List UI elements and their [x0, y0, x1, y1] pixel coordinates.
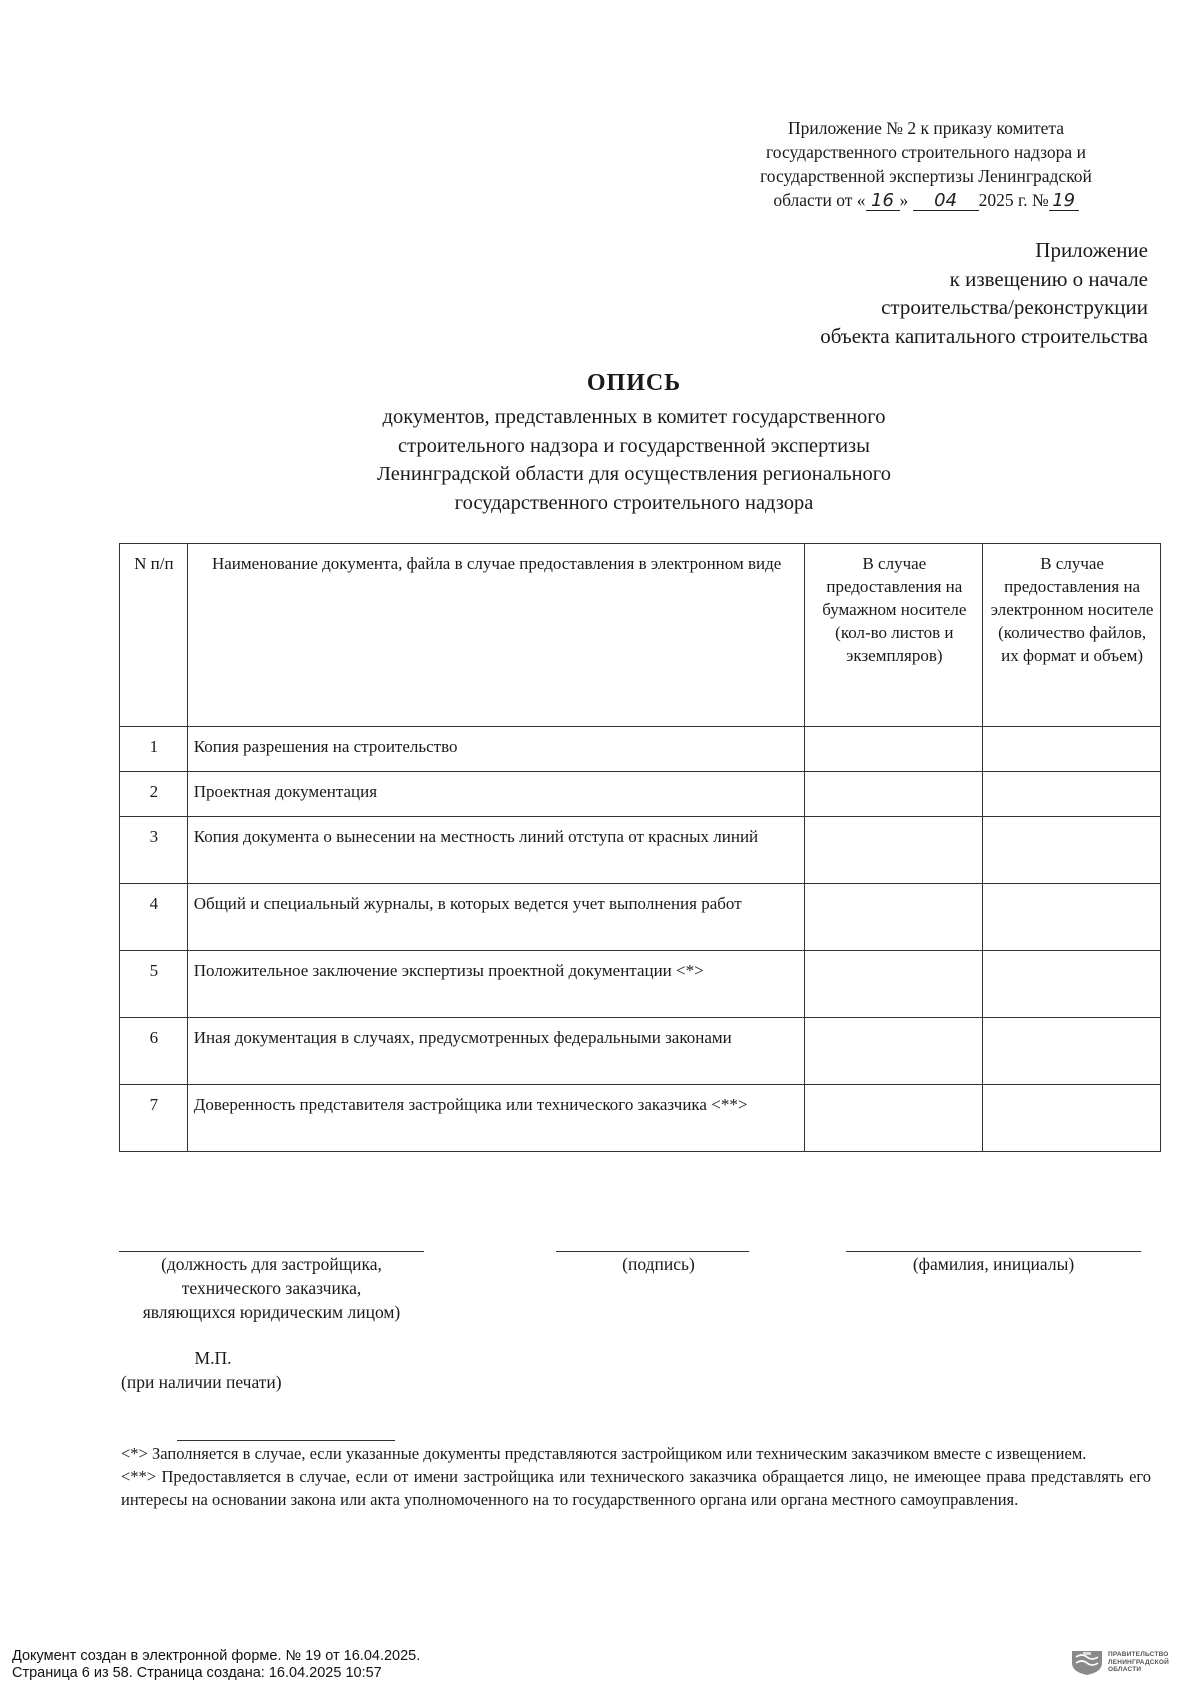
approval-date-line	[700, 188, 1152, 212]
row-num: 2	[120, 772, 188, 817]
document-subtitle	[0, 403, 1200, 517]
row-electronic	[983, 727, 1161, 772]
title-block	[0, 370, 1200, 517]
footnote-1: <*> Заполняется в случае, если указанные документы представляются застройщиком или техническим заказчиком вместе с извещением.	[121, 1444, 1087, 1463]
document-title: ОПИСЬ	[586, 370, 682, 396]
logo-line: ОБЛАСТИ	[1108, 1666, 1142, 1673]
position-caption	[109, 1252, 434, 1324]
table-row	[120, 727, 1161, 772]
table-header-row	[120, 544, 1161, 727]
row-paper	[805, 772, 983, 817]
approval-year: 2025 г. №	[978, 190, 1049, 210]
row-electronic	[983, 1018, 1161, 1085]
row-num: 6	[120, 1018, 188, 1085]
row-electronic	[983, 951, 1161, 1018]
subtitle-line: строительного надзора и государственной экспертизы	[398, 434, 870, 457]
row-num: 1	[120, 727, 188, 772]
row-paper	[805, 1018, 983, 1085]
position-caption-line: (должность для застройщика,	[161, 1254, 382, 1274]
appendix-header	[820, 236, 1148, 350]
government-logo	[1070, 1648, 1190, 1682]
approval-line: государственной экспертизы Ленинградской	[760, 166, 1092, 186]
coat-of-arms-icon	[1070, 1648, 1104, 1676]
row-name: Доверенность представителя застройщика или технического заказчика <**>	[187, 1085, 805, 1152]
position-caption-line: являющихся юридическим лицом)	[142, 1302, 401, 1322]
handwritten-number: 19	[1049, 192, 1079, 211]
row-num: 3	[120, 817, 188, 884]
row-paper	[805, 727, 983, 772]
row-name: Общий и специальный журналы, в которых ведется учет выполнения работ	[187, 884, 805, 951]
footer-line: Документ создан в электронной форме. № 19 от 16.04.2025.	[12, 1648, 421, 1664]
header-paper: В случае предоставления на бумажном носителе (кол-во листов и экземпляров)	[805, 544, 983, 727]
subtitle-line: документов, представленных в комитет государственного	[382, 406, 886, 428]
table-row	[120, 1018, 1161, 1085]
appendix-line: строительства/реконструкции	[881, 295, 1148, 319]
approval-date-prefix: области от «	[773, 190, 866, 210]
appendix-line: объекта капитального строительства	[820, 323, 1148, 348]
name-caption: (фамилия, инициалы)	[912, 1254, 1075, 1274]
row-electronic	[983, 772, 1161, 817]
row-name: Копия документа о вынесении на местность линий отступа от красных линий	[187, 817, 805, 884]
row-name: Иная документация в случаях, предусмотренных федеральными законами	[187, 1018, 805, 1085]
row-name: Проектная документация	[187, 772, 805, 817]
table-row	[120, 1085, 1161, 1152]
row-num: 4	[120, 884, 188, 951]
row-paper	[805, 817, 983, 884]
appendix-line: к извещению о начале	[949, 266, 1148, 291]
approval-line: государственного строительного надзора и	[766, 142, 1086, 162]
handwritten-month: 04	[913, 192, 979, 211]
table-row	[120, 951, 1161, 1018]
footer-line: Страница 6 из 58. Страница создана: 16.04.2025 10:57	[12, 1665, 382, 1681]
header-num: N п/п	[120, 544, 188, 727]
approval-line: Приложение № 2 к приказу комитета	[787, 118, 1065, 138]
electronic-document-footer	[12, 1648, 420, 1682]
subtitle-line: Ленинградской области для осуществления регионального	[377, 463, 891, 485]
stamp-label: М.П.	[194, 1348, 232, 1368]
row-electronic	[983, 817, 1161, 884]
row-electronic	[983, 884, 1161, 951]
footnotes	[121, 1441, 1151, 1511]
row-name: Положительное заключение экспертизы проектной документации <*>	[187, 951, 805, 1018]
position-caption-line: технического заказчика,	[181, 1278, 362, 1298]
row-paper	[805, 951, 983, 1018]
header-name: Наименование документа, файла в случае предоставления в электронном виде	[187, 544, 805, 727]
header-electronic: В случае предоставления на электронном носителе (количество файлов, их формат и объем)	[983, 544, 1161, 727]
row-num: 7	[120, 1085, 188, 1152]
approval-date-mid: »	[899, 190, 909, 210]
approval-reference	[700, 116, 1200, 212]
row-name: Копия разрешения на строительство	[187, 727, 805, 772]
table-row	[120, 884, 1161, 951]
footnote-2: <**> Предоставляется в случае, если от имени застройщика или технического заказчика обращается лицо, не имеющее права представлять его интересы на основании закона или акта уполномоченного на то государственного органа или органа местного самоуправления.	[121, 1467, 1151, 1509]
row-paper	[805, 1085, 983, 1152]
logo-line: ПРАВИТЕЛЬСТВО	[1108, 1651, 1169, 1658]
document-inventory-table	[119, 543, 1161, 1152]
table-row	[120, 772, 1161, 817]
signature-caption: (подпись)	[622, 1254, 695, 1274]
subtitle-line: государственного строительного надзора	[454, 491, 814, 514]
row-electronic	[983, 1085, 1161, 1152]
row-num: 5	[120, 951, 188, 1018]
row-paper	[805, 884, 983, 951]
appendix-line: Приложение	[1035, 238, 1148, 262]
table-row	[120, 817, 1161, 884]
logo-line: ЛЕНИНГРАДСКОЙ	[1108, 1658, 1169, 1666]
stamp-note: (при наличии печати)	[121, 1372, 282, 1392]
government-logo-text	[1108, 1651, 1169, 1674]
handwritten-day: 16	[866, 192, 900, 211]
